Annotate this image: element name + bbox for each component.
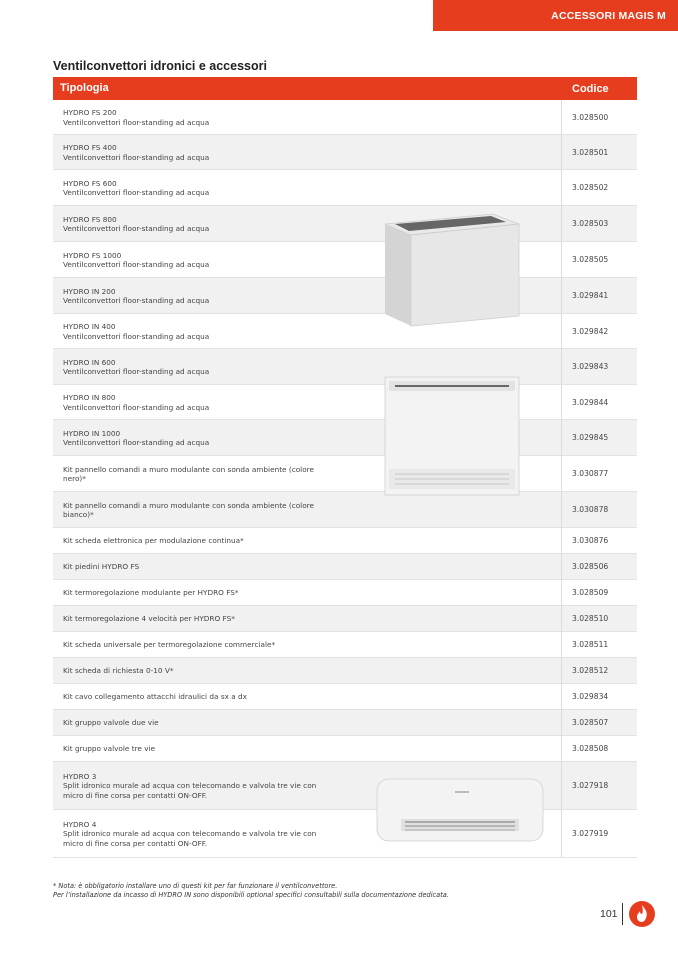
header-tipologia: Tipologia	[60, 82, 109, 94]
description-line1: HYDRO IN 400	[63, 322, 116, 331]
table-row	[53, 762, 637, 810]
description-line1: Kit scheda elettronica per modulazione continua*	[63, 536, 244, 546]
description-line1: Kit termoregolazione modulante per HYDRO FS*	[63, 588, 239, 598]
column-separator	[561, 710, 562, 735]
description-line3: micro di fine corsa per contatti ON-OFF.	[63, 838, 208, 848]
table-header	[53, 77, 637, 100]
table-row	[53, 278, 637, 314]
row-description	[63, 614, 353, 624]
description-line1: HYDRO FS 800	[63, 214, 117, 224]
row-code: 3.028501	[572, 147, 609, 157]
description-line1: Kit scheda di richiesta 0-10 V*	[63, 666, 174, 676]
row-description	[63, 536, 353, 546]
column-separator	[561, 135, 562, 169]
column-separator	[561, 658, 562, 683]
column-separator	[561, 170, 562, 205]
table-row	[53, 456, 637, 492]
table-row	[53, 810, 637, 858]
table-row	[53, 554, 637, 580]
description-line1: Kit termoregolazione 4 velocità per HYDRO FS*	[63, 614, 235, 624]
description-line1: Kit pannello comandi a muro modulante con sonda ambiente (colore	[63, 500, 315, 510]
table-row	[53, 736, 637, 762]
table-row	[53, 135, 637, 170]
row-description	[63, 108, 353, 127]
row-code: 3.027919	[572, 829, 609, 838]
description-line2: Ventilconvettori floor-standing ad acqua	[63, 296, 210, 305]
description-line1: HYDRO 4	[63, 819, 97, 829]
description-line3: micro di fine corsa per contatti ON-OFF.	[63, 790, 208, 800]
table-row	[53, 632, 637, 658]
description-line2: Ventilconvettori floor-standing ad acqua	[63, 402, 210, 412]
description-line1: Kit piedini HYDRO FS	[63, 562, 140, 572]
row-description	[63, 358, 353, 377]
row-code: 3.028500	[572, 112, 609, 122]
column-separator	[561, 632, 562, 657]
description-line1: Kit scheda universale per termoregolazione commerciale*	[63, 640, 276, 650]
column-separator	[561, 420, 562, 455]
table-row	[53, 580, 637, 606]
description-line2: Ventilconvettori floor-standing ad acqua	[63, 367, 210, 376]
page-divider	[622, 903, 623, 925]
table-body	[53, 100, 637, 858]
row-code: 3.028510	[572, 614, 609, 623]
row-code: 3.029842	[572, 326, 609, 336]
description-line1: HYDRO FS 400	[63, 143, 117, 152]
description-line1: HYDRO IN 200	[63, 286, 116, 296]
row-description	[63, 501, 353, 520]
description-line2: Split idronico murale ad acqua con telecomando e valvola tre vie con	[63, 781, 317, 791]
column-separator	[561, 385, 562, 419]
column-separator	[561, 810, 562, 857]
row-description	[63, 772, 353, 801]
row-code: 3.028505	[572, 255, 609, 264]
row-description	[63, 322, 353, 341]
description-line1: HYDRO 3	[63, 771, 97, 781]
description-line2: Ventilconvettori floor-standing ad acqua	[63, 188, 210, 197]
description-line2: bianco)*	[63, 510, 94, 519]
row-description	[63, 820, 353, 849]
row-description	[63, 393, 353, 412]
description-line2: Ventilconvettori floor-standing ad acqua	[63, 260, 210, 269]
column-separator	[561, 736, 562, 761]
row-description	[63, 692, 353, 702]
page-number: 101	[600, 908, 618, 920]
table-row	[53, 710, 637, 736]
description-line2: Ventilconvettori floor-standing ad acqua	[63, 224, 210, 233]
description-line2: Split idronico murale ad acqua con telecomando e valvola tre vie con	[63, 829, 317, 839]
description-line1: HYDRO IN 1000	[63, 428, 121, 438]
column-separator	[561, 456, 562, 491]
row-description	[63, 179, 353, 198]
description-line1: HYDRO FS 200	[63, 108, 117, 117]
row-code: 3.028511	[572, 640, 609, 649]
description-line1: HYDRO FS 600	[63, 178, 117, 188]
row-description	[63, 562, 353, 572]
row-code: 3.029841	[572, 291, 609, 300]
row-description	[63, 143, 353, 162]
footnote-line-1: * Nota: è obbligatorio installare uno di questi kit per far funzionare il ventilconvettore.	[53, 882, 338, 890]
row-description	[63, 640, 353, 650]
table-row	[53, 170, 637, 206]
table-row	[53, 349, 637, 385]
description-line2: nero)*	[63, 474, 86, 483]
table-row	[53, 492, 637, 528]
column-separator	[561, 580, 562, 605]
column-separator	[561, 314, 562, 348]
row-description	[63, 251, 353, 270]
row-code: 3.028508	[572, 744, 609, 753]
description-line2: Ventilconvettori floor-standing ad acqua	[63, 117, 210, 127]
table-row	[53, 206, 637, 242]
column-separator	[561, 606, 562, 631]
table-row	[53, 606, 637, 632]
row-code: 3.028509	[572, 588, 609, 597]
description-line1: HYDRO IN 600	[63, 357, 116, 367]
brand-flame-icon	[628, 900, 656, 928]
table-row	[53, 420, 637, 456]
description-line1: Kit cavo collegamento attacchi idraulici da sx a dx	[63, 692, 248, 702]
section-banner: ACCESSORI MAGIS M	[433, 0, 678, 31]
page-title: Ventilconvettori idronici e accessori	[53, 59, 267, 73]
description-line1: Kit pannello comandi a muro modulante con sonda ambiente (colore	[63, 464, 315, 474]
column-separator	[561, 492, 562, 527]
row-code: 3.029834	[572, 692, 609, 701]
description-line1: Kit gruppo valvole tre vie	[63, 744, 156, 754]
row-description	[63, 429, 353, 448]
column-separator	[561, 554, 562, 579]
row-description	[63, 744, 353, 754]
column-separator	[561, 762, 562, 809]
row-code: 3.029843	[572, 362, 609, 371]
column-separator	[561, 528, 562, 553]
description-line1: Kit gruppo valvole due vie	[63, 718, 159, 728]
row-description	[63, 588, 353, 598]
column-separator	[561, 100, 562, 134]
description-line1: HYDRO IN 800	[63, 393, 116, 402]
row-code: 3.028503	[572, 219, 609, 228]
table-row	[53, 385, 637, 420]
row-description	[63, 287, 353, 306]
row-code: 3.029845	[572, 433, 609, 442]
description-line1: HYDRO FS 1000	[63, 250, 122, 260]
row-description	[63, 718, 353, 728]
table-row	[53, 528, 637, 554]
row-code: 3.027918	[572, 781, 609, 790]
column-separator	[561, 278, 562, 313]
row-code: 3.030876	[572, 536, 609, 545]
row-code: 3.030878	[572, 505, 609, 514]
table-row	[53, 658, 637, 684]
row-code: 3.028507	[572, 718, 609, 727]
table-row	[53, 100, 637, 135]
row-code: 3.028502	[572, 183, 609, 192]
description-line2: Ventilconvettori floor-standing ad acqua	[63, 331, 210, 341]
row-code: 3.028506	[572, 562, 609, 571]
column-separator	[561, 349, 562, 384]
description-line2: Ventilconvettori floor-standing ad acqua	[63, 438, 210, 447]
table-row	[53, 314, 637, 349]
row-code: 3.029844	[572, 397, 609, 407]
product-table	[53, 77, 637, 858]
row-description	[63, 666, 353, 676]
row-description	[63, 465, 353, 484]
row-code: 3.028512	[572, 666, 609, 675]
column-separator	[561, 684, 562, 709]
header-codice: Codice	[572, 83, 609, 95]
table-row	[53, 684, 637, 710]
column-separator	[561, 206, 562, 241]
table-row	[53, 242, 637, 278]
column-separator	[561, 242, 562, 277]
footnote-line-2: Per l’installazione da incasso di HYDRO IN sono disponibili optional specifici consultabili sulla documentazione dedicata.	[53, 890, 449, 899]
footnote	[53, 882, 449, 899]
row-code: 3.030877	[572, 469, 609, 478]
description-line2: Ventilconvettori floor-standing ad acqua	[63, 152, 210, 162]
row-description	[63, 215, 353, 234]
